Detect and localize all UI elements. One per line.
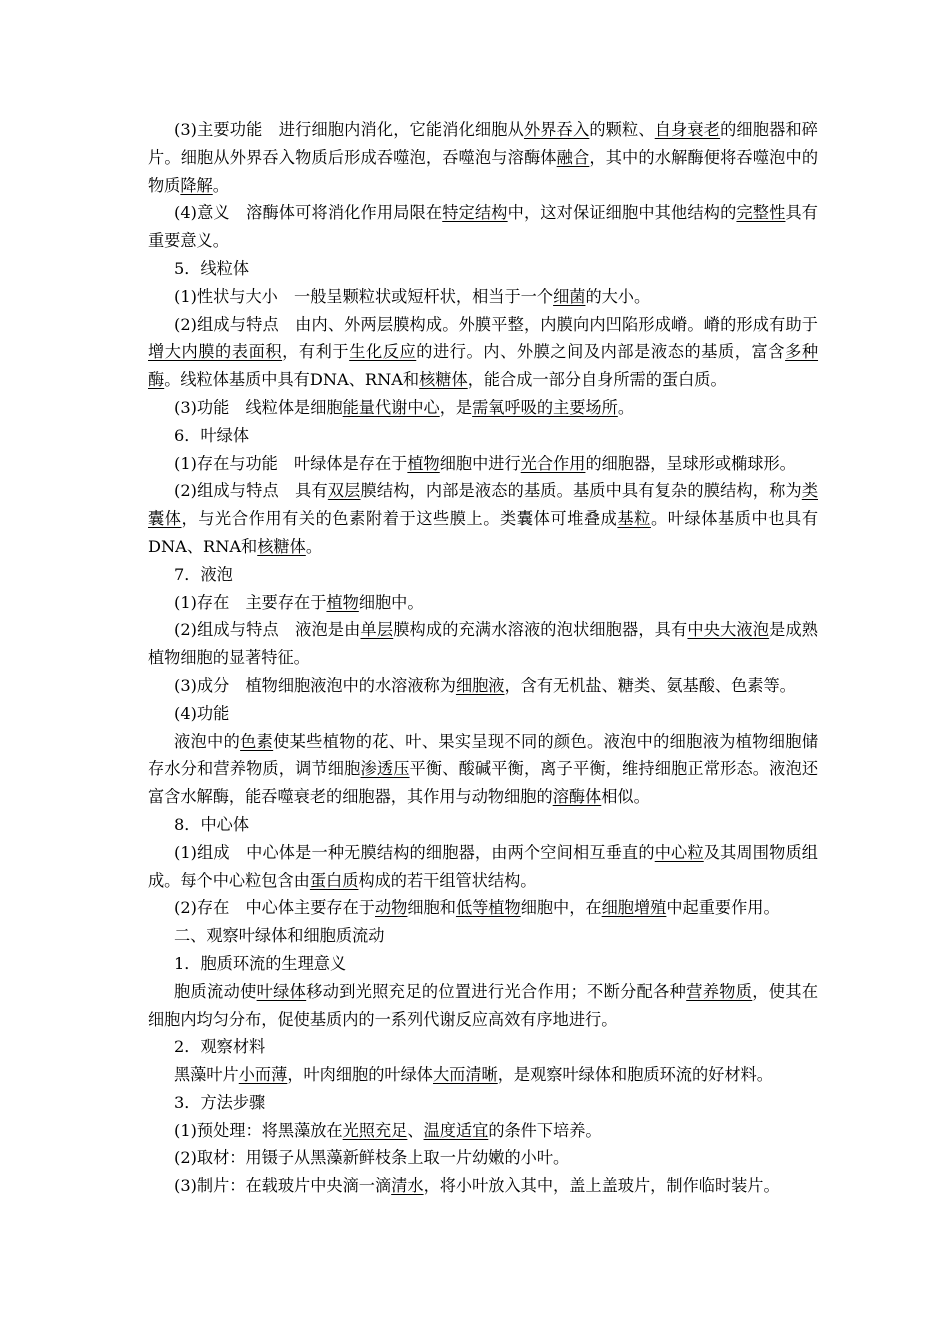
paragraph [148,672,818,700]
underlined-answer: 外界吞入 [523,120,590,139]
underlined-answer: 特定结构 [442,203,508,223]
text-run: (1)性状与大小 一般呈颗粒状或短杆状，相当于一个 [174,286,554,306]
underlined-answer: 营养物质 [686,981,753,1001]
text-run: 相似。 [601,787,650,807]
text-run: (2)组成与特点 由内、外两层膜构成。外膜平整，内膜向内凹陷形成嵴。嵴的形成有助于 [174,314,818,334]
underlined-answer: 中央大液泡 [687,620,770,640]
underlined-answer: 色素 [240,731,274,751]
paragraph [148,1089,818,1117]
paragraph [148,1117,818,1145]
text-run: 二、观察叶绿体和细胞质流动 [174,926,385,946]
text-run: 的大小。 [585,286,651,306]
text-run: (2)组成与特点 具有 [174,481,328,501]
underlined-answer: 核糖体 [419,370,468,390]
text-run: (3)功能 线粒体是细胞 [174,397,343,417]
text-run: 黑藻叶片 [174,1065,239,1085]
paragraph [148,1033,818,1061]
underlined-answer: 类囊体 [148,481,818,529]
text-run: 平衡、酸碱平衡，离子平衡，维持细胞正常形态。液泡还富含水解酶，能吞噬衰老的细胞器，其作用与动物细胞的 [148,759,819,807]
text-run: 2．观察材料 [174,1037,266,1057]
text-run: 胞质流动使 [174,981,257,1001]
text-run: 的进行。内、外膜之间及内部是液态的基质，富含 [416,342,786,362]
text-run: 。 [212,175,229,195]
text-run: 中，这对保证细胞中其他结构的 [507,203,737,223]
paragraph [148,1172,818,1200]
text-run: 细胞和 [407,898,456,918]
underlined-answer: 低等植物 [455,898,521,918]
paragraph [148,839,818,895]
paragraph [148,950,818,978]
paragraph [148,311,818,394]
paragraph [148,450,818,478]
paragraph [148,1144,818,1172]
text-run: ，是观察叶绿体和胞质环流的好材料。 [497,1065,773,1085]
text-run: (3)成分 植物细胞液泡中的水溶液称为 [174,675,456,695]
underlined-answer: 温度适宜 [423,1120,489,1140]
text-run: (3)制片：在载玻片中央滴一滴 [174,1176,392,1196]
underlined-answer: 双层 [327,481,361,501]
underlined-answer: 增大内膜的表面积 [148,342,283,362]
text-run: 细胞中进行 [439,453,521,473]
text-run: 。线粒体基质中具有DNA、RNA和 [164,370,420,390]
text-run: 。 [305,536,322,556]
underlined-answer: 植物 [326,592,359,612]
underlined-answer: 基粒 [617,509,651,529]
text-run: 膜结构，内部是液态的基质。基质中具有复杂的膜结构，称为 [360,481,802,501]
text-run: 是成熟植物细胞的显著特征。 [148,620,818,668]
underlined-answer: 细菌 [553,286,586,306]
underlined-answer: 多种酶 [148,342,819,390]
text-run: ，将小叶放入其中，盖上盖玻片，制作临时装片。 [423,1176,780,1196]
underlined-answer: 光合作用 [520,453,586,473]
paragraph [148,116,818,199]
text-run: (2)组成与特点 液泡是由 [174,620,361,640]
text-run: (4)功能 [174,703,230,723]
text-run: 5．线粒体 [174,258,250,278]
underlined-answer: 动物 [375,898,408,918]
paragraph [148,255,818,283]
text-run: 。叶绿体基质中也具有DNA、RNA和 [148,509,819,556]
text-run: ，有利于 [282,342,350,362]
text-run: 构成的若干组管状结构。 [358,870,537,890]
text-run: 及其周围物质组成。每个中心粒包含由 [148,842,818,890]
underlined-answer: 渗透压 [360,759,410,779]
underlined-answer: 大而清晰 [433,1065,498,1085]
paragraph [148,894,818,922]
text-run: 7．液泡 [174,564,233,584]
underlined-answer: 单层 [360,620,394,640]
paragraph [148,1061,818,1089]
paragraph [148,728,818,811]
underlined-answer: 需氧呼吸的主要场所 [472,397,618,417]
text-run: 1．胞质环流的生理意义 [174,953,347,973]
paragraph [148,589,818,617]
text-run: ，是 [439,397,473,417]
text-run: 膜构成的充满水溶液的泡状细胞器，具有 [393,620,688,640]
underlined-answer: 溶酶体 [552,787,602,807]
text-run: ，能合成一部分自身所需的蛋白质。 [467,370,727,390]
underlined-answer: 生化反应 [349,342,417,362]
paragraph [148,978,818,1034]
text-run: ，含有无机盐、糖类、氨基酸、色素等。 [504,675,796,695]
text-run: (1)组成 中心体是一种无膜结构的细胞器，由两个空间相互垂直的 [174,842,655,862]
text-run: ，其中的水解酶便将吞噬泡中的物质 [148,147,819,195]
text-run: (2)存在 中心体主要存在于 [174,898,375,918]
text-run: (1)存在 主要存在于 [174,592,327,612]
underlined-answer: 细胞液 [455,675,505,695]
text-run: 液泡中的 [174,731,241,751]
underlined-answer: 小而薄 [238,1065,288,1085]
underlined-answer: 细胞增殖 [601,898,667,918]
paragraph [148,283,818,311]
paragraph [148,477,818,560]
paragraph [148,199,818,255]
text-run: 移动到光照充足的位置进行光合作用；不断分配各种 [306,981,687,1001]
text-run: 中起重要作用。 [666,898,780,918]
underlined-answer: 清水 [391,1176,424,1196]
text-run: 具有重要意义。 [148,203,818,251]
text-run: 3．方法步骤 [174,1092,266,1112]
underlined-answer: 自身衰老 [654,120,721,139]
text-run: (2)取材：用镊子从黑藻新鲜枝条上取一片幼嫩的小叶。 [174,1148,570,1168]
text-run: 的细胞器，呈球形或椭球形。 [585,453,796,473]
text-run: ，叶肉细胞的叶绿体 [287,1065,433,1085]
text-run: 细胞中，在 [520,898,602,918]
underlined-answer: 降解 [180,175,213,195]
underlined-answer: 核糖体 [257,536,306,556]
underlined-answer: 中心粒 [654,842,704,862]
paragraph [148,922,818,950]
text-run: 8．中心体 [174,814,250,834]
text-run: (4)意义 溶酶体可将消化作用局限在 [174,203,443,223]
underlined-answer: 叶绿体 [256,981,307,1001]
document-body [148,116,818,1200]
text-run: 的细胞器和碎片。细胞从外界吞入物质后形成吞噬泡，吞噬泡与溶酶体 [148,120,818,167]
text-run: (1)预处理：将黑藻放在 [174,1120,343,1140]
text-run: (1)存在与功能 叶绿体是存在于 [174,453,408,473]
underlined-answer: 融合 [556,147,590,167]
text-run: 的条件下培养。 [488,1120,602,1140]
paragraph [148,811,818,839]
text-run: 的颗粒、 [589,120,655,139]
underlined-answer: 光照充足 [342,1120,408,1140]
underlined-answer: 能量代谢中心 [342,397,440,417]
paragraph [148,394,818,422]
text-run: (3)主要功能 进行细胞内消化，它能消化细胞从 [174,120,524,139]
underlined-answer: 蛋白质 [309,870,359,890]
paragraph [148,422,818,450]
text-run: 使某些植物的花、叶、果实呈现不同的颜色。液泡中的细胞液为植物细胞储存水分和营养物质，调节细胞 [148,731,819,779]
underlined-answer: 完整性 [736,203,786,223]
text-run: 、 [407,1120,424,1140]
text-run: ，使其在细胞内均匀分布，促使基质内的一系列代谢反应高效有序地进行。 [148,981,819,1029]
text-run: 细胞中。 [358,592,424,612]
text-run: 6．叶绿体 [174,425,250,445]
paragraph [148,561,818,589]
paragraph [148,616,818,672]
paragraph [148,700,818,728]
text-run: ，与光合作用有关的色素附着于这些膜上。类囊体可堆叠成 [181,509,618,529]
underlined-answer: 植物 [407,453,440,473]
text-run: 。 [617,397,634,417]
